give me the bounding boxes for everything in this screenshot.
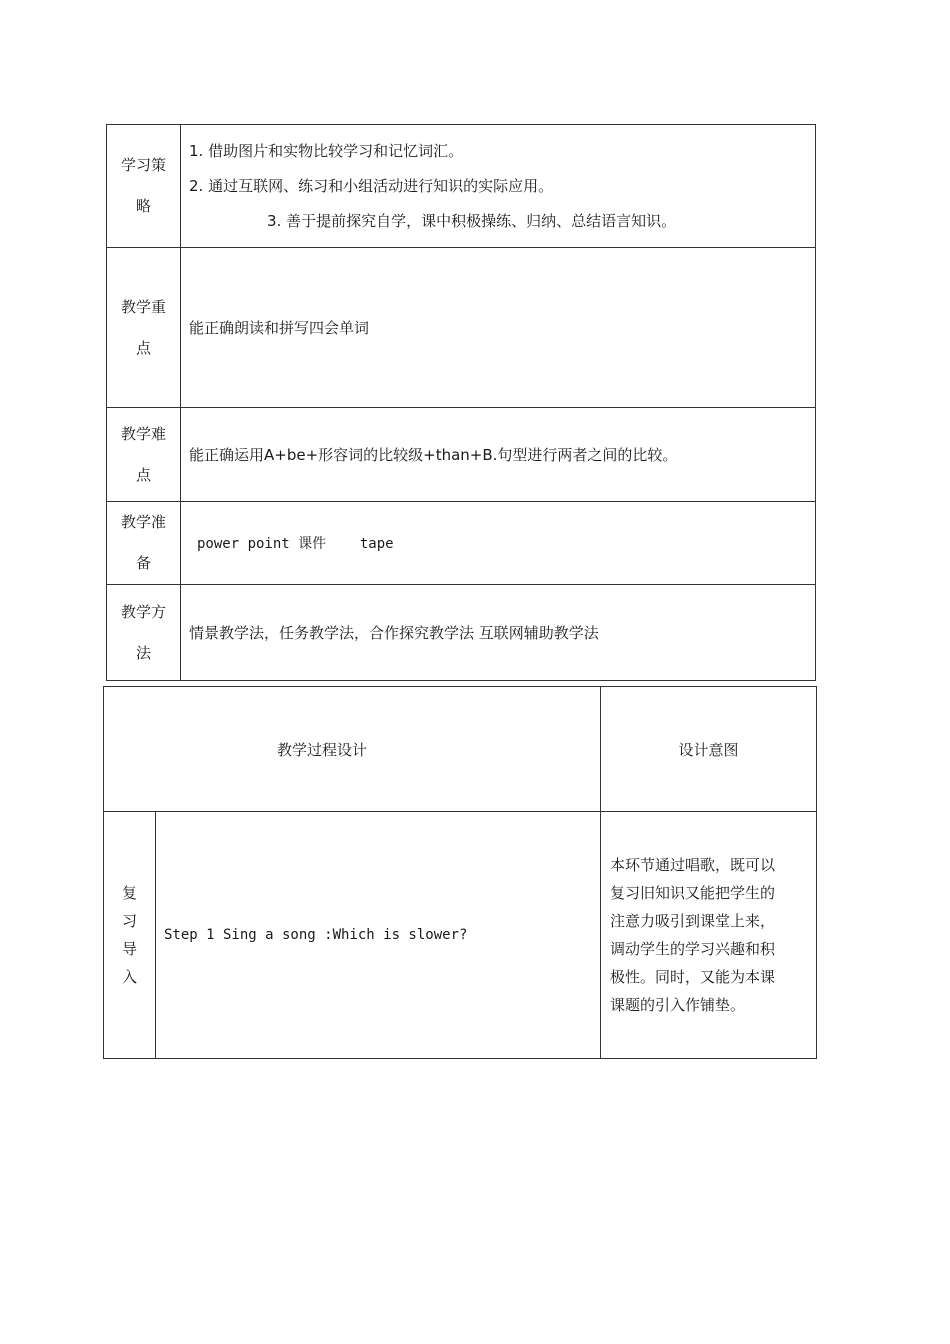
lesson-plan-table <box>106 124 816 681</box>
strategy-item: 2. 通过互联网、练习和小组活动进行知识的实际应用。 <box>189 177 554 195</box>
design-intent-header: 设计意图 <box>601 687 817 812</box>
key-points-content: 能正确朗读和拼写四会单词 <box>181 248 816 408</box>
key-points-row <box>107 248 816 408</box>
process-design-header: 教学过程设计 <box>104 687 601 812</box>
strategy-label: 学习策 略 <box>107 125 181 248</box>
preparation-label: 教学准 备 <box>107 502 181 585</box>
methods-content: 情景教学法，任务教学法，合作探究教学法 互联网辅助教学法 <box>181 585 816 681</box>
process-header-row <box>104 687 817 812</box>
teaching-process-table <box>103 686 817 1059</box>
process-step-row <box>104 812 817 1059</box>
methods-label: 教学方 法 <box>107 585 181 681</box>
difficulties-content: 能正确运用A+be+形容词的比较级+than+B.句型进行两者之间的比较。 <box>181 408 816 502</box>
step-content: Step 1 Sing a song :Which is slower? <box>156 812 601 1059</box>
stage-label: 复 习 导 入 <box>104 812 156 1059</box>
strategy-content <box>181 125 816 248</box>
intent-content: 本环节通过唱歌，既可以 复习旧知识又能把学生的 注意力吸引到课堂上来， 调动学生的学习兴趣和积 极性。同时，又能为本课 课题的引入作铺垫。 <box>601 812 817 1059</box>
difficulties-row <box>107 408 816 502</box>
difficulties-label: 教学难 点 <box>107 408 181 502</box>
strategy-row <box>107 125 816 248</box>
methods-row <box>107 585 816 681</box>
preparation-row <box>107 502 816 585</box>
preparation-content: power point 课件 tape <box>181 502 816 585</box>
key-points-label: 教学重 点 <box>107 248 181 408</box>
strategy-item: 3. 善于提前探究自学，课中积极操练、归纳、总结语言知识。 <box>267 212 677 230</box>
strategy-item: 1. 借助图片和实物比较学习和记忆词汇。 <box>189 142 464 160</box>
